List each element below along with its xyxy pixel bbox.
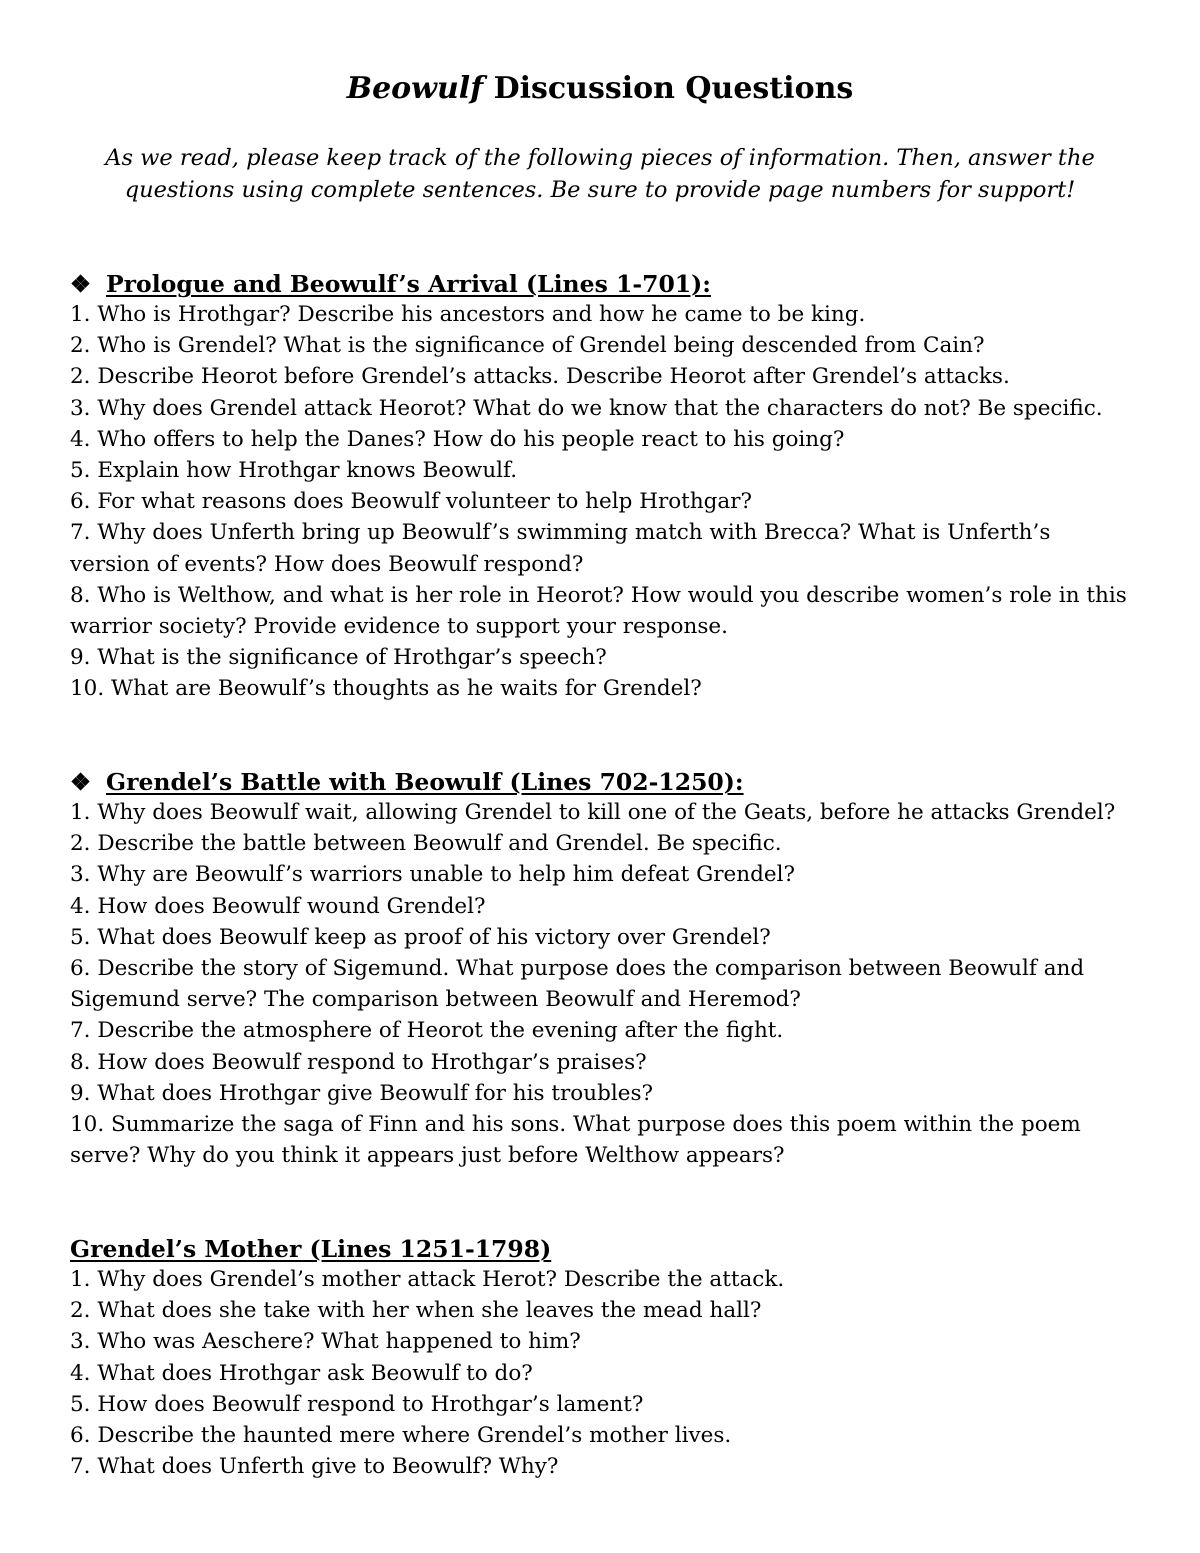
question-item: 6. For what reasons does Beowulf volunteer to help Hrothgar? — [70, 489, 753, 515]
question-item: 5. How does Beowulf respond to Hrothgar’s lament? — [70, 1391, 644, 1417]
question-item: 1. Why does Beowulf wait, allowing Grendel to kill one of the Geats, before he attacks Grendel? — [70, 800, 1116, 825]
question-item: 2. Describe the battle between Beowulf and Grendel. Be specific. — [70, 831, 782, 857]
section-heading-prologue — [70, 268, 711, 300]
section-heading-text: Grendel’s Battle with Beowulf (Lines 702-1250): — [106, 768, 744, 796]
question-item: 2. What does she take with her when she leaves the mead hall? — [70, 1298, 762, 1324]
question-item: 4. How does Beowulf wound Grendel? — [70, 893, 486, 919]
question-item: 10. Summarize the saga of Finn and his sons. What purpose does this poem within the poem serve? Why do you think it appears just before Welthow appears? — [70, 1112, 1081, 1169]
question-item: 3. Why does Grendel attack Heorot? What do we know that the characters do not? Be specific. — [70, 395, 1103, 421]
question-item: 5. Explain how Hrothgar knows Beowulf. — [70, 458, 518, 484]
question-item: 4. What does Hrothgar ask Beowulf to do? — [70, 1360, 533, 1386]
title-italic: Beowulf — [346, 71, 484, 106]
section-heading-text: Prologue and Beowulf’s Arrival (Lines 1-701): — [106, 270, 711, 298]
question-item: 3. Why are Beowulf’s warriors unable to help him defeat Grendel? — [70, 862, 795, 888]
question-item: 1. Who is Hrothgar? Describe his ancestors and how he came to be king. — [70, 302, 866, 327]
question-list-prologue — [70, 299, 1132, 705]
question-item: 7. Describe the atmosphere of Heorot the evening after the fight. — [70, 1018, 784, 1044]
question-item: 5. What does Beowulf keep as proof of his victory over Grendel? — [70, 924, 771, 950]
question-item: 1. Why does Grendel’s mother attack Herot? Describe the attack. — [70, 1267, 785, 1292]
section-heading-mother — [70, 1233, 551, 1265]
question-item: 9. What does Hrothgar give Beowulf for his troubles? — [70, 1080, 653, 1106]
question-item: 3. Who was Aeschere? What happened to him? — [70, 1329, 581, 1355]
intro-instructions: As we read, please keep track of the following pieces of information. Then, answer the questions using complete sentences. Be sure to provide page numbers for support! — [105, 145, 1095, 203]
diamond-bullet-icon: ❖ — [70, 768, 92, 796]
question-item: 4. Who offers to help the Danes? How do his people react to his going? — [70, 426, 845, 452]
question-item: 6. Describe the story of Sigemund. What purpose does the comparison between Beowulf and Sigemund serve? The comparison between Beowulf and Heremod? — [70, 956, 1085, 1013]
section-heading-battle — [70, 766, 744, 798]
question-list-battle — [70, 797, 1132, 1171]
title-rest: Discussion Questions — [483, 71, 854, 106]
question-item: 10. What are Beowulf’s thoughts as he waits for Grendel? — [70, 676, 702, 702]
question-list-mother — [70, 1264, 1132, 1482]
document-title — [0, 67, 1200, 111]
question-item: 7. What does Unferth give to Beowulf? Why? — [70, 1454, 559, 1480]
section-heading-text: Grendel’s Mother (Lines 1251-1798) — [70, 1235, 552, 1263]
question-item: 8. Who is Welthow, and what is her role in Heorot? How would you describe women’s role in this warrior society? Provide evidence to support your response. — [70, 582, 1127, 640]
question-item: 6. Describe the haunted mere where Grendel’s mother lives. — [70, 1423, 732, 1449]
diamond-bullet-icon: ❖ — [70, 270, 92, 298]
question-item: 8. How does Beowulf respond to Hrothgar’s praises? — [70, 1049, 647, 1075]
question-item: 9. What is the significance of Hrothgar’s speech? — [70, 645, 607, 671]
question-item: 7. Why does Unferth bring up Beowulf’s swimming match with Brecca? What is Unferth’s version of events? How does Beowulf respond? — [70, 520, 1051, 577]
question-item: 2. Who is Grendel? What is the significance of Grendel being descended from Cain? — [70, 333, 985, 359]
question-item: 2. Describe Heorot before Grendel’s attacks. Describe Heorot after Grendel’s attacks. — [70, 364, 1010, 390]
